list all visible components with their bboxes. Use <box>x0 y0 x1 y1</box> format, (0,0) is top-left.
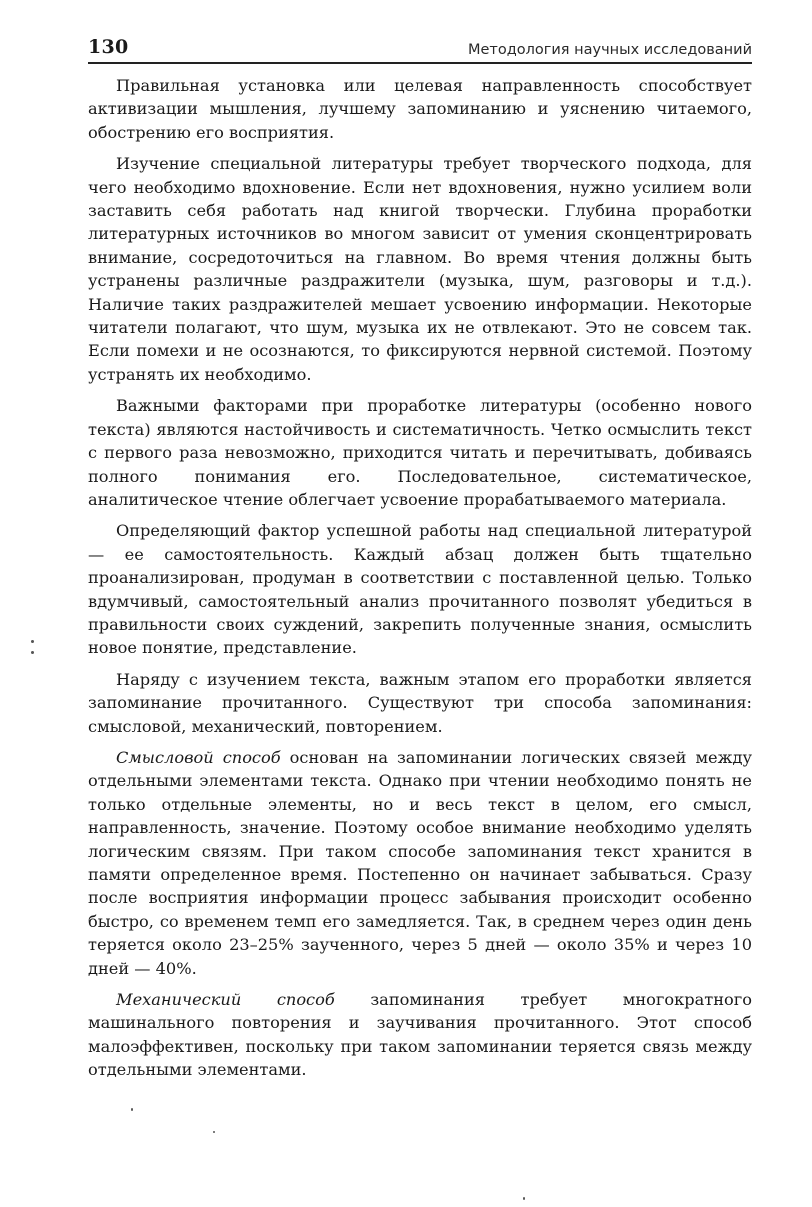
paragraph: Смысловой способ основан на запоминании логических связей между отдельными элементами текста. Однако при чтении необходимо понять не только отдельные элементы, но и весь текст в целом, его смысл, направленность, значение. Поэтому особое внимание необходимо уделять логическим связям. При таком способе запоминания текст хранится в памяти определенное время. Постепенно он начинает забываться. Сразу после восприятия информации процесс забывания происходит особенно быстро, со временем темп его замедляется. Так, в среднем через один день теряется около 23–25% заученного, через 5 дней — около 35% и через 10 дней — 40%. <box>88 747 752 978</box>
page-number: 130 <box>88 36 129 58</box>
book-title: Методология научных исследований <box>467 42 752 58</box>
scan-speck <box>213 1131 215 1133</box>
term-semantic-method: Смысловой способ <box>116 747 281 767</box>
scan-speck <box>31 640 34 643</box>
scan-speck <box>31 651 34 654</box>
paragraph: Правильная установка или целевая направленность способствует активизации мышления, лучшему запоминанию и уяснению читаемого, обострению его восприятия. <box>88 76 752 142</box>
scan-speck <box>131 1108 133 1111</box>
paragraph: Наряду с изучением текста, важным этапом его проработки является запоминание прочитанного. Существуют три способа запоминания: смысловой, механический, повторением. <box>88 669 752 736</box>
paragraph: Изучение специальной литературы требует творческого подхода, для чего необходимо вдохновение. Если нет вдохновения, нужно усилием воли заставить себя работать над книгой творчески. Глубина проработки литературных источников во многом зависит от умения сконцентрировать внимание, сосредоточиться на главном. Во время чтения должны быть устранены различные раздражители (музыка, шум, разговоры и т.д.). Наличие таких раздражителей мешает усвоению информации. Некоторые читатели полагают, что шум, музыка их не отвлекают. Это не совсем так. Если помехи и не осознаются, то фиксируются нервной системой. Поэтому устранять их необходимо. <box>88 154 752 384</box>
term-mechanical-method: Механический способ <box>116 990 335 1010</box>
running-head <box>88 28 752 64</box>
book-page <box>88 28 752 1090</box>
scan-speck <box>523 1197 525 1200</box>
paragraph: Определяющий фактор успешной работы над специальной литературой — ее самостоятельность. Каждый абзац должен быть тщательно проанализирован, продуман в соответствии с поставленной целью. Только вдумчивый, самостоятельный анализ прочитанного позволят убедиться в правильности своих суждений, закрепить полученные знания, осмыслить новое понятие, представление. <box>88 521 752 658</box>
paragraph: Важными факторами при проработке литературы (особенно нового текста) являются настойчивость и систематичность. Четко осмыслить текст с первого раза невозможно, приходится читать и перечитывать, добиваясь полного понимания его. Последовательное, систематическое, аналитическое чтение облегчает усвоение прорабатываемого материала. <box>88 396 752 509</box>
paragraph: Механический способ запоминания требует многократного машинального повторения и заучивания прочитанного. Этот способ малоэффективен, поскольку при таком запоминании теряется связь между отдельными элементами. <box>88 990 752 1080</box>
body-text <box>88 74 752 1082</box>
